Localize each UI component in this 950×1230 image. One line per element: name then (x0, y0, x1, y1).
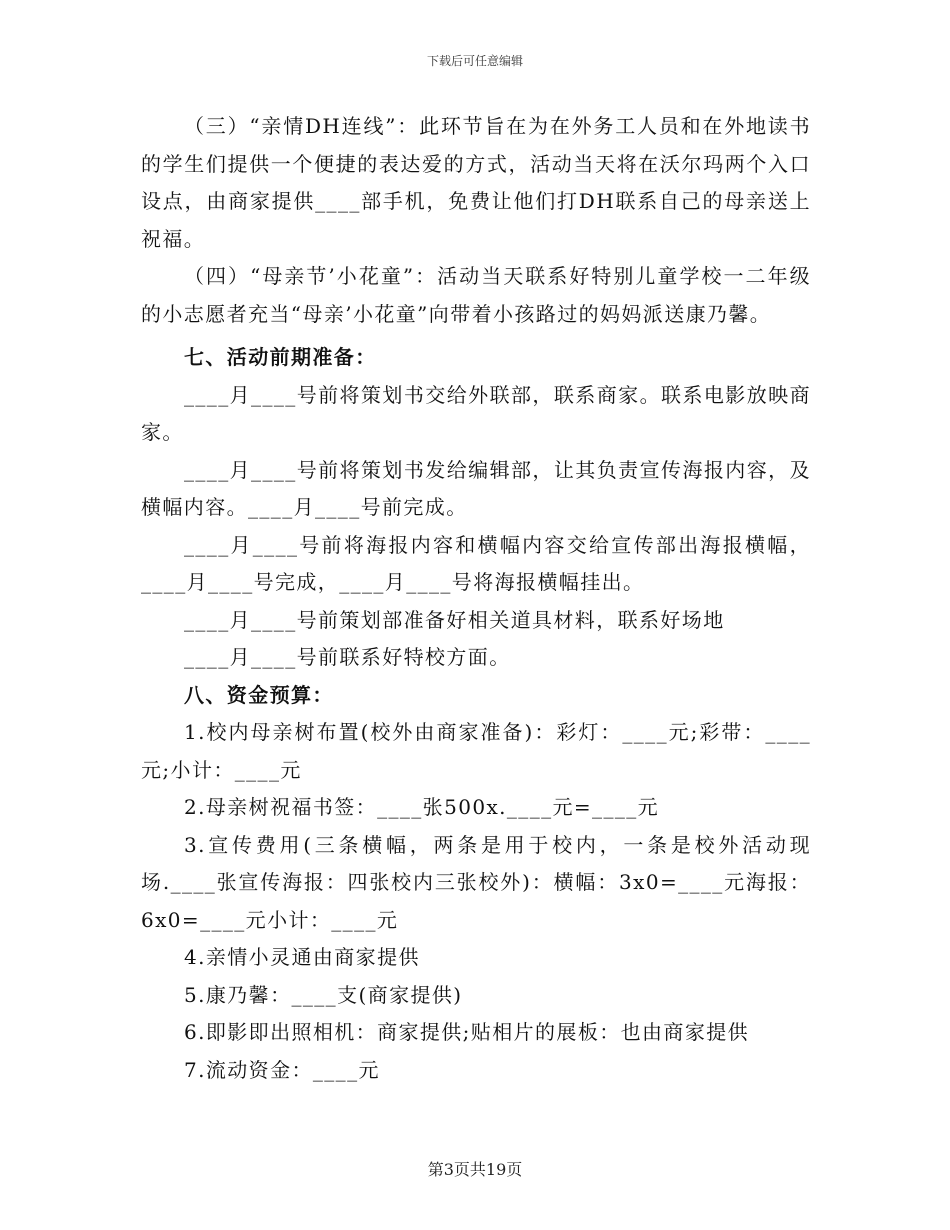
section-heading-budget: 八、资金预算： (184, 682, 334, 707)
page-header: 下载后可任意编辑 (426, 54, 523, 68)
prep-item-3: ____月____号前将海报内容和横幅内容交给宣传部出海报横幅，____月____号完成，____月____号将海报横幅挂出。 (141, 532, 811, 594)
prep-item-4: ____月____号前策划部准备好相关道具材料，联系好场地 (184, 607, 725, 632)
budget-item-5: 5.康乃馨：____支(商家提供) (184, 982, 463, 1007)
budget-item-7: 7.流动资金：____元 (184, 1057, 380, 1082)
document-body (141, 108, 811, 1089)
budget-item-1: 1.校内母亲树布置(校外由商家准备)：彩灯：____元;彩带：____元;小计：____元 (141, 720, 811, 782)
section-heading-preparation: 七、活动前期准备： (184, 345, 377, 369)
prep-item-1: ____月____号前将策划书交给外联部，联系商家。联系电影放映商家。 (141, 382, 811, 444)
budget-item-3: 3.宣传费用(三条横幅，两条是用于校内，一条是校外活动现场.____张宣传海报：四张校内三张校外)：横幅：3x0=____元海报：6x0=____元小计：____元 (141, 832, 811, 932)
budget-item-6: 6.即影即出照相机：商家提供;贴相片的展板：也由商家提供 (184, 1020, 750, 1044)
budget-item-4: 4.亲情小灵通由商家提供 (184, 945, 420, 969)
prep-item-5: ____月____号前联系好特校方面。 (184, 645, 511, 669)
paragraph-flower-child: （四）“母亲节’小花童”：活动当天联系好特别儿童学校一二年级的小志愿者充当“母亲’小花童”向带着小孩路过的妈妈派送康乃馨。 (141, 264, 811, 326)
budget-item-2: 2.母亲树祝福书签：____张500x.____元=____元 (184, 795, 660, 819)
page-footer: 第3页共19页 (427, 1160, 523, 1179)
paragraph-family-call: （三）“亲情DH连线”：此环节旨在为在外务工人员和在外地读书的学生们提供一个便捷的表达爱的方式，活动当天将在沃尔玛两个入口设点，由商家提供____部手机，免费让他们打DH联系自己的母亲送上祝福。 (141, 114, 811, 251)
prep-item-2: ____月____号前将策划书发给编辑部，让其负责宣传海报内容，及横幅内容。____月____号前完成。 (141, 457, 811, 519)
